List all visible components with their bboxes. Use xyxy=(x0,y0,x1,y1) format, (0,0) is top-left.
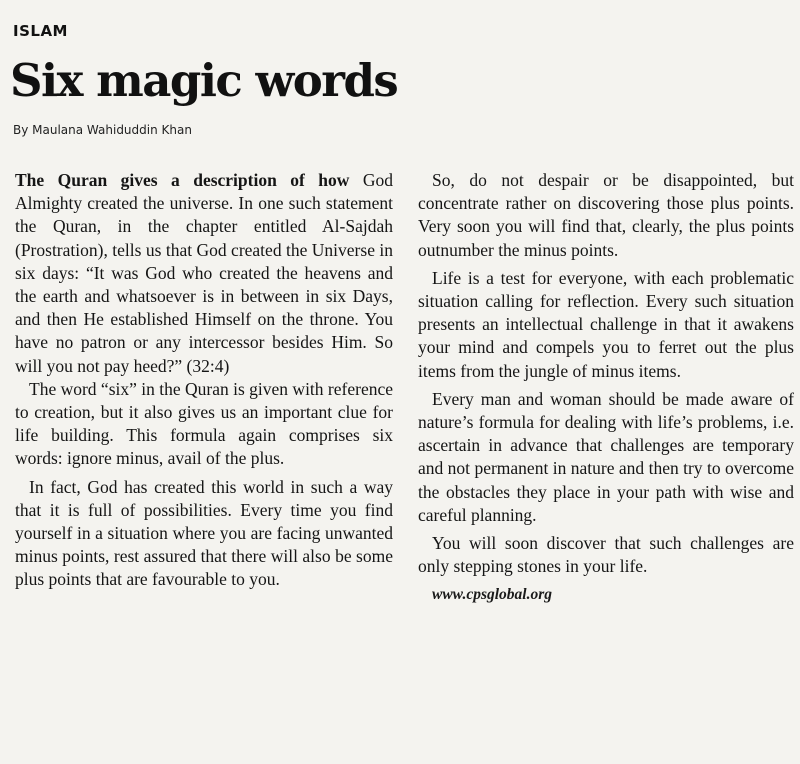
paragraph: You will soon discover that such challenges are only stepping stones in your life. xyxy=(418,533,794,577)
paragraph-text: God Almighty created the universe. In one such statement the Quran, in the chapter entitled Al-Sajdah (Prostration), tells us that God created the Universe in six days: “It was God who created the heavens and the earth and whatsoever is in between in six Days, and then He established Himself on the throne. You have no patron or any intercessor besides Him. So will you not pay heed?” (32:4) xyxy=(15,170,393,376)
headline: Six magic words xyxy=(10,54,398,107)
section-label: ISLAM xyxy=(13,22,68,40)
paragraph xyxy=(15,169,393,378)
left-column xyxy=(15,169,393,592)
paragraph: In fact, God has created this world in such a way that it is full of possibilities. Every time you find yourself in a situation where you are facing unwanted minus points, rest assured that there will also be some plus points that are favourable to you. xyxy=(15,476,393,590)
paragraph: So, do not despair or be disappointed, but concentrate rather on discovering those plus points. Very soon you will find that, clearly, the plus points outnumber the minus points. xyxy=(418,170,794,260)
paragraph: The word “six” in the Quran is given with reference to creation, but it also gives us an important clue for life building. This formula again comprises six words: ignore minus, avail of the plus. xyxy=(15,378,393,469)
byline: By Maulana Wahiduddin Khan xyxy=(13,123,192,137)
paragraph: Life is a test for everyone, with each problematic situation calling for reflection. Every such situation presents an intellectual challenge in that it awakens your mind and compels you to ferret out the plus items from the jungle of minus items. xyxy=(418,267,794,381)
right-column xyxy=(418,169,794,607)
lead-in: The Quran gives a description of how xyxy=(15,170,350,190)
paragraph: Every man and woman should be made aware of nature’s formula for dealing with life’s problems, i.e. ascertain in advance that challenges are temporary and not permanent in nature and then try to overcome the obstacles they place in your path with wise and careful planning. xyxy=(418,388,794,525)
source-link[interactable]: www.cpsglobal.org xyxy=(432,586,552,604)
